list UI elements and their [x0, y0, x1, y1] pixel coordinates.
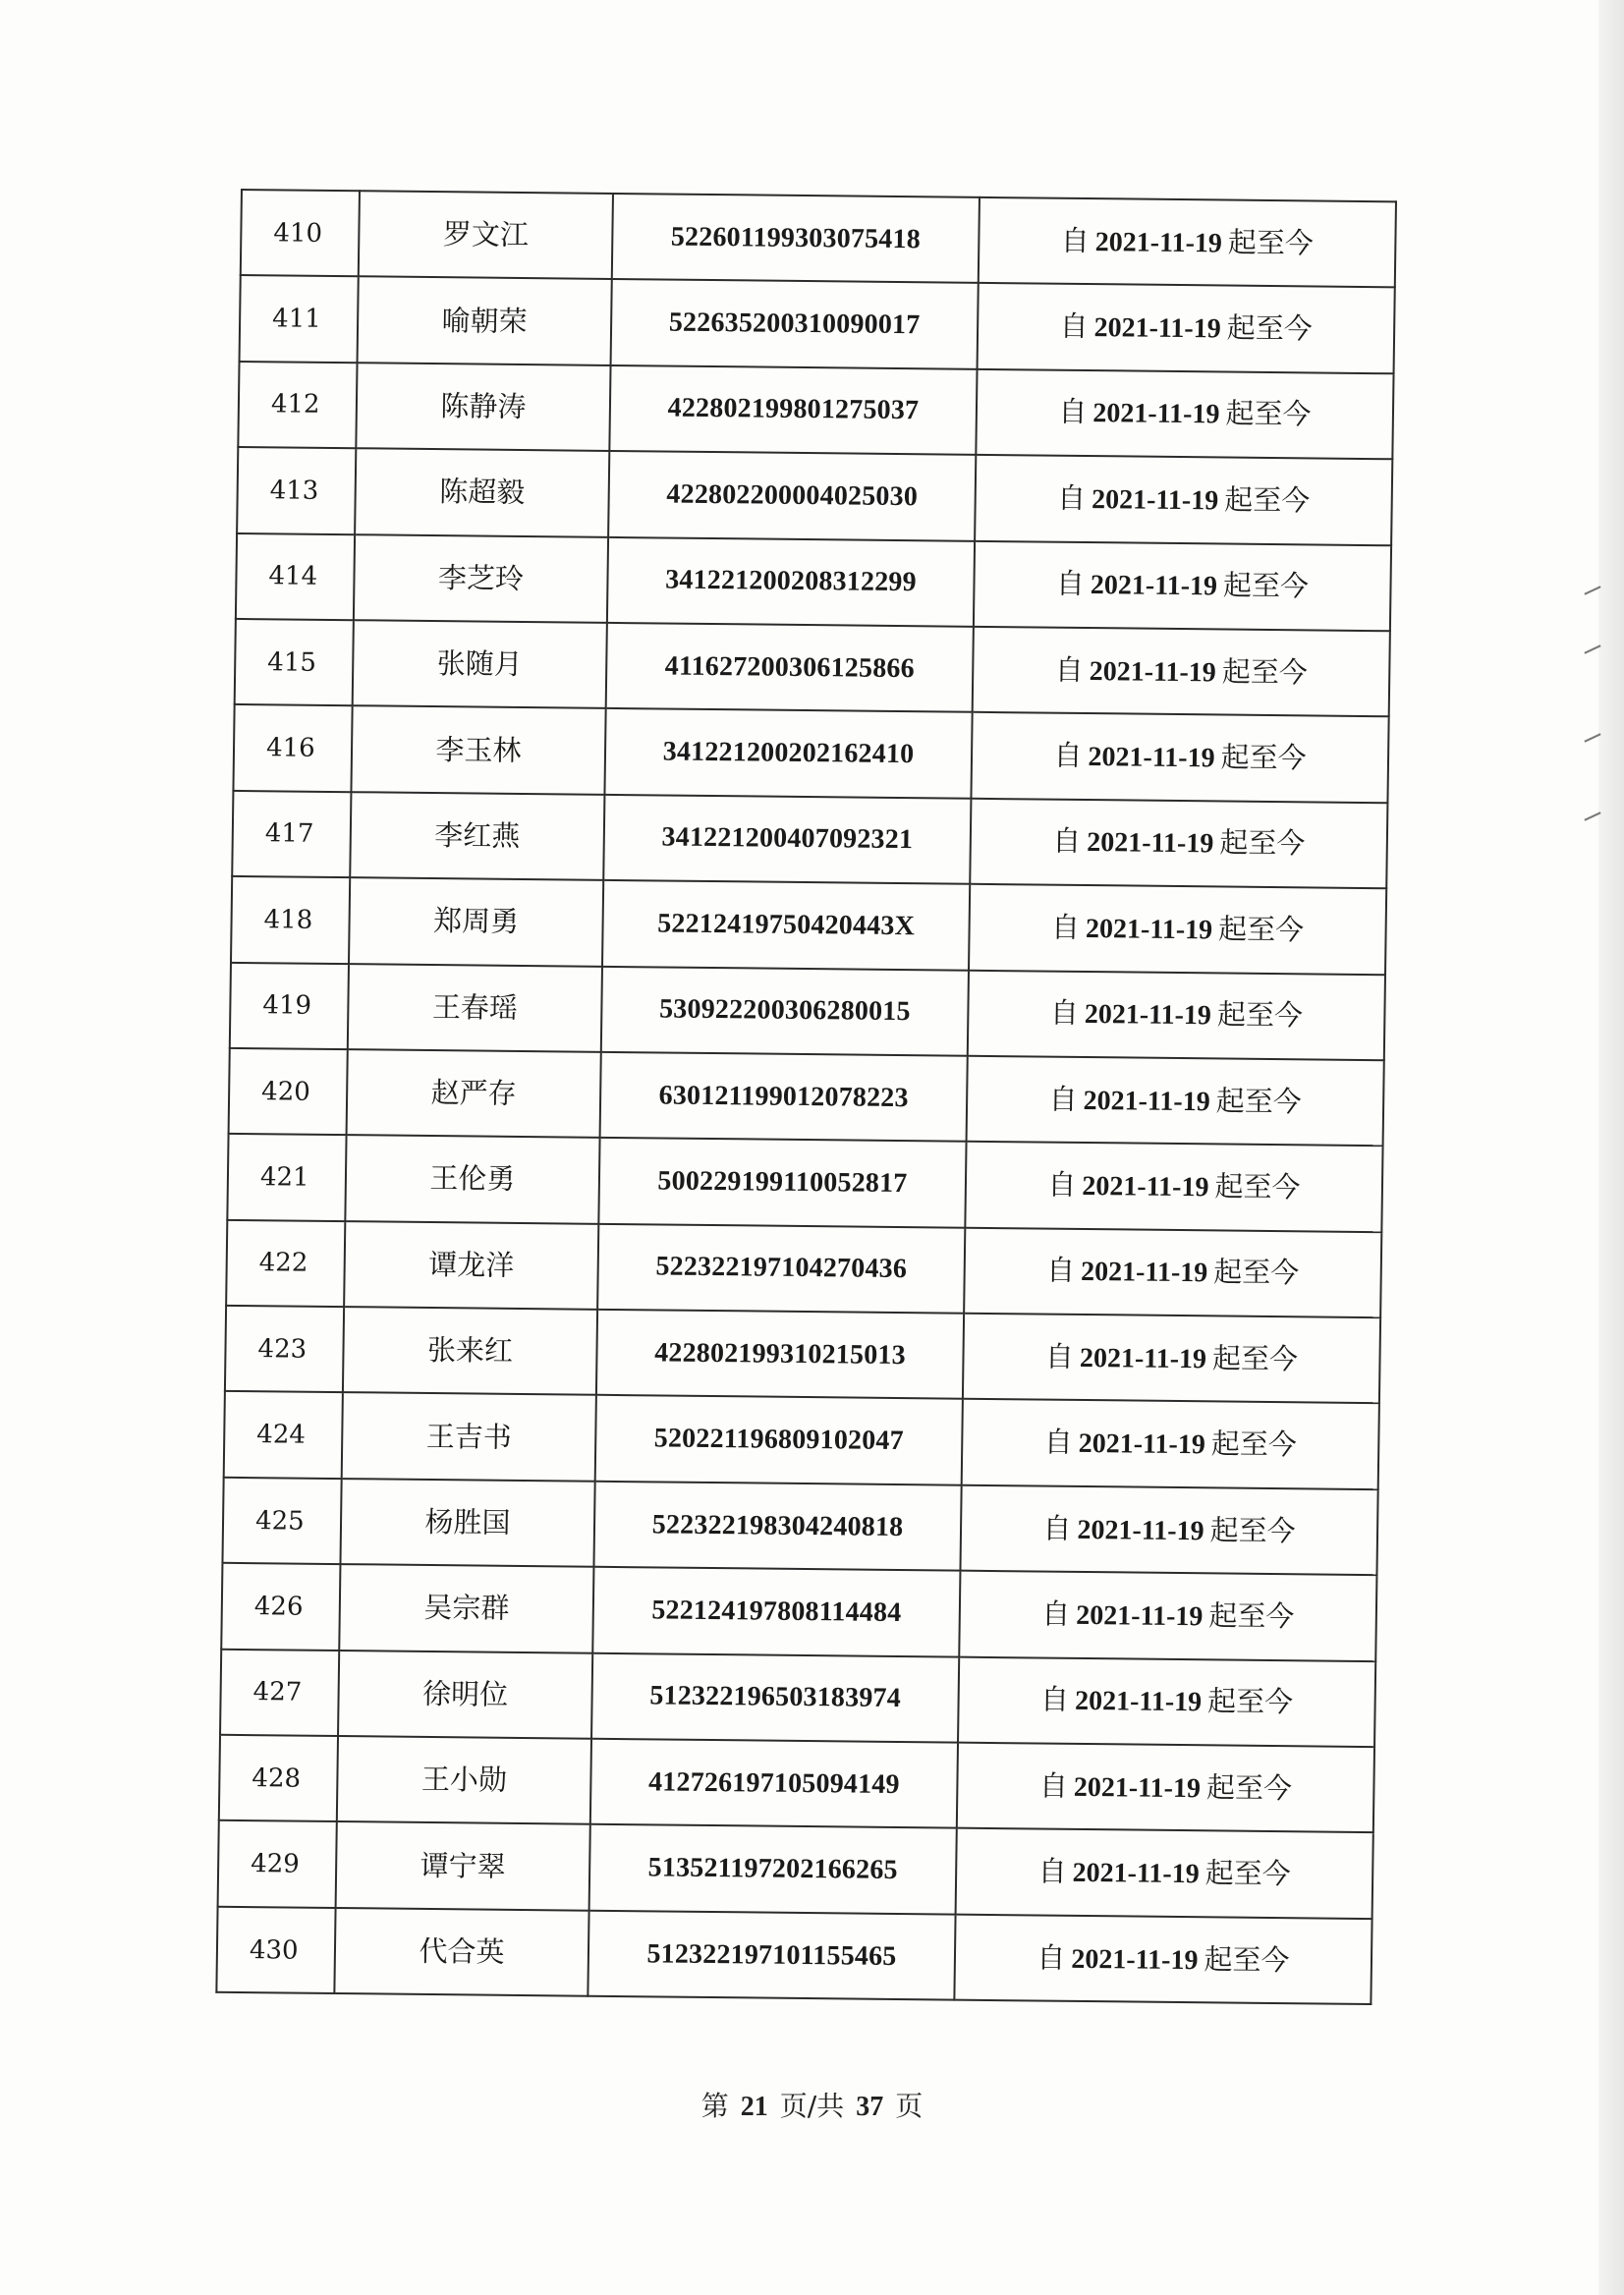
table-row: [221, 1563, 1376, 1661]
validity-period: [976, 369, 1393, 460]
validity-period: [974, 540, 1391, 631]
row-number: 413: [237, 447, 356, 534]
personnel-table-wrapper: [215, 189, 1397, 2005]
person-name: 罗文江: [359, 191, 613, 279]
validity-prefix: 自: [1036, 1939, 1066, 1975]
page-footer: [0, 2085, 1624, 2124]
id-number: 513521197202166265: [589, 1824, 957, 1914]
validity-prefix: 自: [1056, 480, 1087, 515]
id-number: 522322197104270436: [597, 1224, 965, 1314]
validity-start-date: 2021-11-19: [1083, 1085, 1210, 1117]
row-number: 412: [238, 362, 357, 449]
validity-suffix: 起至今: [1211, 1341, 1299, 1376]
validity-prefix: 自: [1058, 395, 1088, 429]
validity-start-date: 2021-11-19: [1082, 1170, 1209, 1203]
validity-prefix: 自: [1054, 652, 1084, 687]
table-row: [227, 1134, 1382, 1232]
id-number: 52212419750420443X: [602, 880, 970, 970]
id-number: 522635200310090017: [611, 279, 979, 368]
validity-start-date: 2021-11-19: [1084, 999, 1212, 1032]
row-number: 423: [225, 1306, 344, 1393]
validity-period: [959, 1571, 1376, 1661]
validity-start-date: 2021-11-19: [1093, 312, 1221, 345]
person-name: 王春瑶: [348, 964, 602, 1052]
person-name: 谭龙洋: [344, 1221, 598, 1310]
row-number: 414: [236, 533, 355, 621]
id-number: 411627200306125866: [606, 623, 974, 712]
person-name: 徐明位: [338, 1651, 592, 1739]
row-number: 428: [219, 1735, 338, 1822]
table-row: [231, 876, 1386, 975]
id-number: 630121199012078223: [600, 1052, 968, 1142]
validity-suffix: 起至今: [1219, 825, 1306, 861]
page-footer-mid: 页/共: [779, 2090, 845, 2122]
row-number: 416: [233, 704, 352, 792]
table-row: [224, 1391, 1379, 1489]
validity-prefix: 自: [1049, 995, 1080, 1031]
table-row: [236, 533, 1391, 632]
validity-suffix: 起至今: [1210, 1427, 1298, 1462]
person-name: 陈超毅: [355, 448, 609, 536]
page-current-number: 21: [740, 2092, 768, 2122]
validity-period: [969, 884, 1386, 975]
validity-period: [968, 970, 1385, 1060]
row-number: 425: [222, 1478, 341, 1565]
validity-start-date: 2021-11-19: [1078, 1428, 1206, 1461]
row-number: 424: [224, 1391, 343, 1479]
validity-start-date: 2021-11-19: [1090, 570, 1218, 602]
validity-prefix: 自: [1060, 223, 1091, 257]
person-name: 吴宗群: [339, 1564, 593, 1652]
scan-edge-marks: [1584, 589, 1603, 884]
validity-prefix: 自: [1042, 1511, 1072, 1545]
id-number: 500229199110052817: [598, 1138, 966, 1227]
table-row: [225, 1306, 1380, 1404]
validity-prefix: 自: [1041, 1596, 1071, 1631]
person-name: 王小勋: [337, 1736, 591, 1824]
person-name: 郑周勇: [349, 877, 603, 966]
validity-suffix: 起至今: [1216, 997, 1304, 1033]
validity-start-date: 2021-11-19: [1076, 1599, 1204, 1633]
id-number: 530922200306280015: [601, 966, 969, 1055]
validity-prefix: 自: [1048, 1082, 1078, 1116]
validity-start-date: 2021-11-19: [1079, 1342, 1207, 1375]
validity-period: [963, 1314, 1380, 1404]
validity-period: [964, 1227, 1381, 1317]
row-number: 417: [232, 791, 351, 878]
row-number: 410: [241, 190, 360, 277]
table-row: [240, 275, 1395, 373]
table-row: [216, 1907, 1372, 2005]
validity-period: [970, 799, 1387, 889]
validity-prefix: 自: [1037, 1854, 1067, 1888]
person-name: 李红燕: [350, 792, 604, 880]
validity-suffix: 起至今: [1217, 912, 1305, 947]
validity-period: [979, 197, 1396, 288]
row-number: 430: [216, 1907, 335, 1994]
row-number: 415: [235, 619, 354, 706]
table-row: [218, 1820, 1373, 1919]
validity-start-date: 2021-11-19: [1094, 226, 1223, 259]
validity-suffix: 起至今: [1221, 654, 1309, 690]
scan-edge-shadow: [1598, 0, 1624, 2295]
id-number: 522601199303075418: [612, 194, 980, 283]
validity-start-date: 2021-11-19: [1072, 1857, 1200, 1890]
validity-prefix: 自: [1052, 824, 1082, 859]
table-row: [230, 962, 1385, 1060]
row-number: 427: [220, 1649, 339, 1736]
validity-start-date: 2021-11-19: [1092, 398, 1220, 430]
row-number: 420: [229, 1048, 348, 1136]
page-footer-suffix: 页: [895, 2090, 924, 2122]
table-row: [226, 1220, 1381, 1318]
validity-prefix: 自: [1053, 738, 1083, 772]
person-name: 张来红: [343, 1307, 597, 1395]
validity-start-date: 2021-11-19: [1085, 913, 1213, 946]
id-number: 512322197101155465: [588, 1911, 955, 2000]
validity-prefix: 自: [1047, 1167, 1077, 1202]
person-name: 赵严存: [347, 1049, 601, 1138]
validity-period: [965, 1142, 1382, 1232]
validity-start-date: 2021-11-19: [1088, 742, 1215, 774]
validity-suffix: 起至今: [1204, 1856, 1292, 1891]
validity-suffix: 起至今: [1224, 482, 1311, 518]
validity-period: [971, 712, 1388, 803]
person-name: 陈静涛: [356, 363, 610, 451]
table-row: [220, 1649, 1375, 1747]
person-name: 喻朝荣: [358, 277, 612, 365]
validity-suffix: 起至今: [1214, 1169, 1301, 1204]
row-number: 418: [231, 876, 350, 964]
table-row: [232, 791, 1387, 889]
validity-period: [978, 283, 1395, 373]
validity-prefix: 自: [1050, 910, 1081, 944]
validity-prefix: 自: [1059, 308, 1089, 344]
table-row: [235, 619, 1390, 717]
row-number: 422: [226, 1220, 345, 1308]
validity-start-date: 2021-11-19: [1091, 483, 1219, 517]
validity-prefix: 自: [1045, 1253, 1076, 1288]
validity-prefix: 自: [1039, 1682, 1070, 1717]
personnel-table: [215, 189, 1397, 2005]
validity-prefix: 自: [1055, 566, 1086, 601]
person-name: 王伦勇: [345, 1135, 599, 1223]
table-row: [237, 447, 1392, 545]
validity-period: [967, 1056, 1384, 1147]
table-row: [219, 1735, 1374, 1833]
id-number: 522124197808114484: [592, 1567, 960, 1656]
validity-suffix: 起至今: [1206, 1684, 1294, 1719]
validity-prefix: 自: [1038, 1768, 1069, 1803]
validity-period: [958, 1656, 1375, 1747]
validity-suffix: 起至今: [1220, 740, 1307, 775]
validity-start-date: 2021-11-19: [1080, 1257, 1208, 1289]
id-number: 341221200202162410: [604, 708, 972, 798]
person-name: 代合英: [334, 1908, 588, 1996]
validity-period: [960, 1485, 1377, 1576]
table-row: [241, 190, 1396, 288]
id-number: 422802200004025030: [608, 451, 976, 540]
validity-suffix: 起至今: [1227, 225, 1315, 260]
validity-start-date: 2021-11-19: [1073, 1771, 1202, 1804]
validity-period: [954, 1914, 1372, 2004]
page-footer-prefix: 第: [700, 2090, 729, 2122]
row-number: 421: [227, 1134, 346, 1221]
validity-period: [975, 455, 1392, 545]
validity-period: [962, 1399, 1379, 1489]
person-name: 杨胜国: [340, 1479, 594, 1567]
validity-suffix: 起至今: [1204, 1941, 1290, 1977]
table-row: [229, 1048, 1384, 1147]
table-row: [222, 1478, 1377, 1576]
validity-suffix: 起至今: [1225, 396, 1312, 431]
table-row: [233, 704, 1388, 803]
personnel-table-body: [216, 190, 1396, 2004]
id-number: 522322198304240818: [593, 1482, 961, 1571]
id-number: 412726197105094149: [590, 1739, 958, 1828]
validity-start-date: 2021-11-19: [1089, 655, 1217, 689]
id-number: 341221200208312299: [607, 536, 975, 626]
id-number: 341221200407092321: [603, 795, 971, 884]
validity-period: [957, 1743, 1374, 1833]
person-name: 谭宁翠: [336, 1821, 590, 1910]
validity-start-date: 2021-11-19: [1071, 1943, 1199, 1976]
validity-suffix: 起至今: [1208, 1598, 1295, 1634]
id-number: 520221196809102047: [595, 1395, 963, 1484]
validity-start-date: 2021-11-19: [1087, 827, 1214, 860]
validity-suffix: 起至今: [1213, 1255, 1300, 1290]
validity-start-date: 2021-11-19: [1077, 1514, 1204, 1546]
validity-suffix: 起至今: [1209, 1512, 1296, 1547]
row-number: 426: [221, 1563, 340, 1651]
id-number: 512322196503183974: [591, 1652, 959, 1742]
person-name: 李芝玲: [354, 534, 608, 623]
validity-start-date: 2021-11-19: [1074, 1686, 1203, 1718]
validity-period: [973, 627, 1390, 717]
row-number: 419: [230, 962, 349, 1049]
validity-period: [956, 1828, 1373, 1919]
validity-prefix: 自: [1044, 1339, 1075, 1373]
validity-suffix: 起至今: [1205, 1770, 1293, 1805]
id-number: 422802199310215013: [596, 1310, 964, 1399]
validity-prefix: 自: [1043, 1425, 1073, 1460]
person-name: 李玉林: [351, 706, 605, 795]
row-number: 429: [218, 1820, 337, 1908]
validity-suffix: 起至今: [1226, 310, 1313, 346]
row-number: 411: [240, 275, 359, 363]
validity-suffix: 起至今: [1215, 1083, 1302, 1118]
id-number: 422802199801275037: [609, 365, 977, 455]
page-total-number: 37: [856, 2092, 884, 2122]
table-row: [238, 362, 1393, 460]
person-name: 张随月: [353, 620, 607, 708]
validity-suffix: 起至今: [1222, 568, 1310, 603]
person-name: 王吉书: [342, 1393, 596, 1482]
